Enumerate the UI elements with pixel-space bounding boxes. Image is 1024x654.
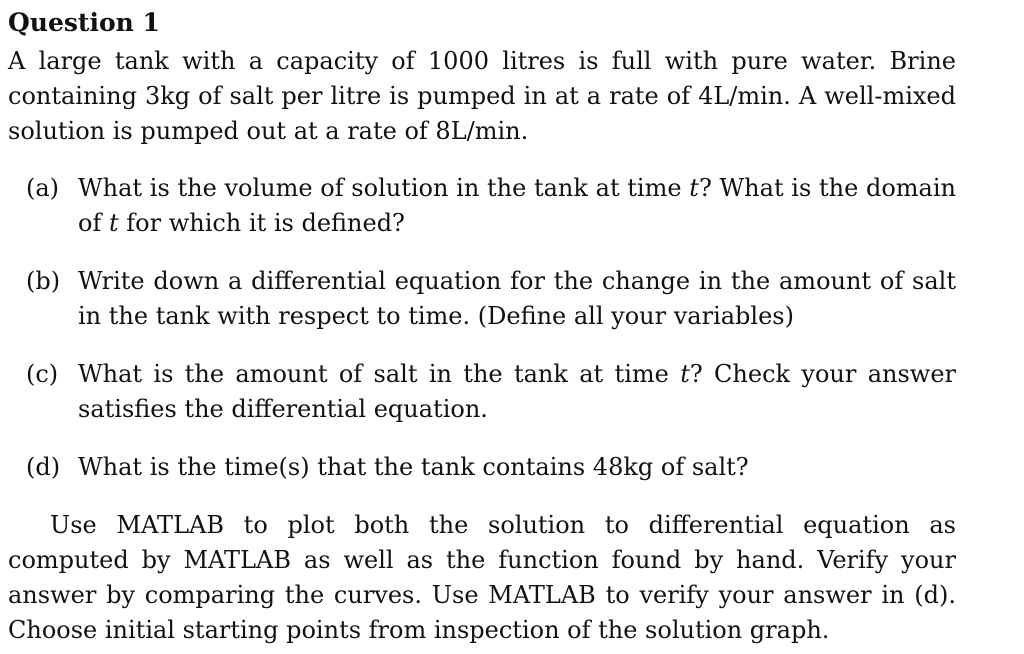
part-a-text-1: What is the volume of solution in the tank at time: [78, 174, 690, 202]
part-a-text-2: ? What is the domain of: [78, 174, 956, 237]
part-a-text-3: for which it is defined?: [118, 209, 405, 237]
matlab-instructions: Use MATLAB to plot both the solution to differential equation as computed by MATLAB as well as the function found by hand. Verify your answer by comparing the curves. Use MATLAB to verify your answer in (d). Choose initial starting points from inspection of the solution graph.: [8, 511, 956, 644]
part-b-text: Write down a differential equation for the change in the amount of salt in the tank with respect to time. (Define all your variables): [78, 267, 956, 330]
part-d-text: What is the time(s) that the tank contains 48kg of salt?: [78, 453, 749, 481]
part-d-label: (d): [26, 453, 61, 481]
part-a-text: [78, 171, 956, 241]
part-c-var-t: t: [680, 360, 690, 388]
part-b: [8, 264, 956, 334]
part-a-label: (a): [26, 174, 60, 202]
part-a-var-t: t: [689, 174, 699, 202]
part-c-text-1: What is the amount of salt in the tank at time: [78, 360, 681, 388]
question-title: Question 1: [8, 8, 160, 37]
part-a-var-t-2: t: [108, 209, 119, 237]
part-a: [8, 171, 956, 241]
question-document: [8, 0, 956, 648]
part-c: [8, 357, 956, 427]
part-c-text: [78, 357, 956, 427]
question-parts-list: [8, 171, 956, 485]
part-c-text-2: ? Check your answer satisfies the differential equation.: [78, 360, 956, 423]
part-d: [8, 450, 956, 485]
question-intro: A large tank with a capacity of 1000 litres is full with pure water. Brine containing 3kg of salt per litre is pumped in at a rate of 4L/min. A well-mixed solution is pumped out at a rate of 8L/min.: [8, 47, 956, 145]
part-b-label: (b): [26, 267, 61, 295]
part-c-label: (c): [26, 360, 59, 388]
